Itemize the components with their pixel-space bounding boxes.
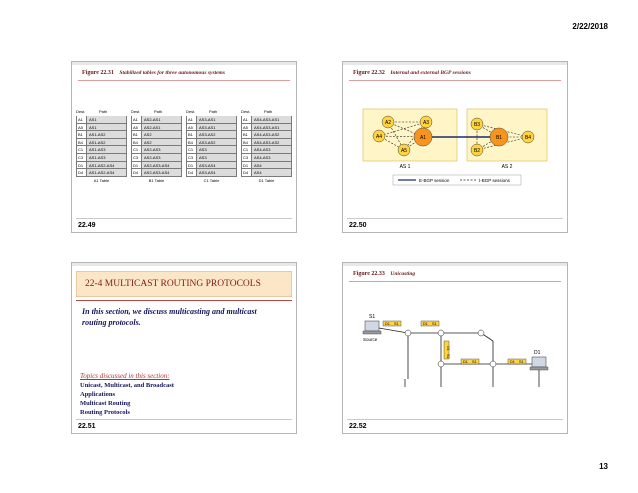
figure-description: Stabilized tables for three autonomous systems	[119, 70, 225, 76]
title-rule	[78, 80, 290, 81]
path-cell: AS4	[252, 162, 291, 169]
node-b3-label: B3	[473, 122, 481, 128]
path-cell: AS2	[142, 139, 181, 146]
dest-cell: C3	[132, 154, 142, 161]
figure-description: Unicasting	[390, 271, 416, 277]
path-cell: AS2-AS1	[142, 116, 181, 123]
slide-top-bar	[72, 263, 296, 266]
table-row	[131, 146, 182, 154]
table-row	[241, 131, 292, 139]
packet-2-src: S1	[432, 322, 437, 326]
dest-cell: D1	[132, 162, 142, 169]
table-row	[186, 146, 237, 154]
table-row	[76, 169, 127, 177]
path-cell: AS2-AS3	[142, 154, 181, 161]
node-b4-label: B4	[524, 135, 532, 141]
slide-22-52	[342, 262, 568, 434]
dest-cell: B4	[77, 139, 87, 146]
path-cell: AS4	[252, 169, 291, 176]
path-cell: AS3-AS2	[197, 139, 236, 146]
table-caption: A1 Table	[93, 177, 110, 183]
topic-item: Unicast, Multicast, and Broadcast	[80, 382, 174, 389]
figure-number: Figure 22.31	[82, 70, 114, 76]
path-cell: AS4-AS3	[252, 154, 291, 161]
page-number: 13	[599, 462, 608, 471]
topics-heading: Topics discussed in this section:	[80, 372, 170, 380]
path-header: Path	[154, 109, 163, 114]
dest-cell: B1	[187, 131, 197, 138]
table-row	[241, 162, 292, 170]
packet-2-dest: D1	[423, 322, 428, 326]
table-row	[186, 139, 237, 147]
path-cell: AS1	[87, 116, 126, 123]
path-cell: AS4-AS3-AS2	[252, 139, 291, 146]
table-header	[186, 109, 237, 116]
table-row	[131, 124, 182, 132]
packet-3-src: S1	[446, 354, 450, 359]
figure-number: Figure 22.33	[353, 271, 385, 277]
packet-1-src: S1	[394, 322, 399, 326]
topic-item: Routing Protocols	[80, 409, 130, 416]
routing-table	[241, 109, 292, 184]
slide-number: 22.51	[78, 423, 96, 430]
table-row	[241, 169, 292, 177]
path-cell: AS4-AS3	[252, 146, 291, 153]
page-date: 2/22/2018	[572, 22, 608, 31]
source-computer-icon	[365, 321, 379, 331]
dest-cell: D4	[77, 169, 87, 176]
intro-text: In this section, we discuss multicasting and multicast routing protocols.	[82, 307, 257, 327]
table-row	[186, 162, 237, 170]
table-row	[131, 154, 182, 162]
path-cell: AS2-AS1	[142, 124, 181, 131]
dest-cell: A5	[77, 124, 87, 131]
table-row	[131, 162, 182, 170]
table-header	[131, 109, 182, 116]
router-icon	[438, 361, 444, 367]
section-rule	[76, 300, 292, 301]
table-row	[76, 124, 127, 132]
node-a1-label: A1	[419, 135, 427, 141]
dest-cell: A1	[77, 116, 87, 123]
dest-cell: D1	[187, 162, 197, 169]
source-computer-base	[363, 331, 381, 334]
table-row	[186, 131, 237, 139]
path-cell: AS1-AS2	[87, 139, 126, 146]
path-cell: AS3-AS4	[197, 162, 236, 169]
router-icon	[490, 361, 496, 367]
dest-computer-base	[530, 367, 548, 370]
table-header	[241, 109, 292, 116]
slide-22-51	[71, 262, 297, 434]
topic-item: Multicast Routing	[80, 400, 131, 407]
source-caption: Source	[363, 337, 378, 342]
router-icon	[438, 330, 444, 336]
dest-header: Dest.	[241, 109, 251, 114]
source-label: S1	[369, 314, 376, 320]
table-row	[186, 154, 237, 162]
section-title: 22-4 MULTICAST ROUTING PROTOCOLS	[85, 279, 261, 289]
packet-4-dest: D1	[463, 360, 468, 364]
table-row	[131, 139, 182, 147]
dest-cell: C1	[77, 146, 87, 153]
bgp-diagram	[343, 62, 569, 234]
routing-tables	[76, 109, 294, 189]
path-cell: AS1-AS2-AS4	[87, 162, 126, 169]
node-b2-label: B2	[473, 148, 481, 154]
table-caption: C1 Table	[203, 177, 220, 183]
dest-header: Dest.	[186, 109, 196, 114]
path-cell: AS1-AS2-AS4	[87, 169, 126, 176]
table-row	[241, 116, 292, 124]
dest-cell: C1	[187, 146, 197, 153]
section-title-box	[76, 271, 292, 297]
dest-cell: D4	[132, 169, 142, 176]
dest-cell: C1	[132, 146, 142, 153]
node-a5-label: A5	[400, 148, 408, 154]
path-cell: AS2	[142, 131, 181, 138]
dest-cell: D4	[242, 169, 252, 176]
node-a3-label: A3	[422, 120, 430, 126]
path-header: Path	[264, 109, 273, 114]
path-cell: AS3	[197, 146, 236, 153]
node-a4-label: A4	[375, 134, 383, 140]
dest-label: D1	[534, 350, 541, 356]
path-cell: AS3	[197, 154, 236, 161]
table-row	[76, 139, 127, 147]
table-row	[186, 116, 237, 124]
path-cell: AS2-AS3-AS4	[142, 162, 181, 169]
slide-22-50	[342, 61, 568, 233]
packet-3-dest: D1	[446, 346, 450, 351]
path-cell: AS4-AS3-AS2	[252, 131, 291, 138]
table-row	[76, 116, 127, 124]
unicast-diagram	[343, 263, 569, 435]
table-row	[76, 131, 127, 139]
table-caption: B1 Table	[148, 177, 165, 183]
dest-cell: C1	[242, 146, 252, 153]
dest-header: Dest.	[76, 109, 86, 114]
packet-1-dest: D1	[385, 322, 390, 326]
figure-description: Internal and external BGP sessions	[390, 70, 471, 76]
dest-header: Dest.	[131, 109, 141, 114]
bottom-rule	[347, 218, 563, 219]
path-cell: AS4-AS3-AS1	[252, 116, 291, 123]
slide-number: 22.50	[349, 222, 367, 229]
path-header: Path	[209, 109, 218, 114]
legend-ebgp-label: E-BGP session	[419, 178, 450, 183]
packet-5-src: S1	[519, 360, 524, 364]
dest-cell: A1	[242, 116, 252, 123]
table-row	[76, 146, 127, 154]
bottom-rule	[347, 419, 563, 420]
path-cell: AS1-AS3	[87, 146, 126, 153]
table-row	[131, 131, 182, 139]
table-row	[241, 124, 292, 132]
dest-cell: A5	[242, 124, 252, 131]
dest-cell: B4	[187, 139, 197, 146]
table-row	[76, 154, 127, 162]
dest-cell: B1	[242, 131, 252, 138]
slide-number: 22.49	[78, 222, 96, 229]
as1-label: AS 1	[399, 164, 411, 170]
path-cell: AS1-AS2	[87, 131, 126, 138]
path-cell: AS2-AS3-AS4	[142, 169, 181, 176]
packet-4-src: S1	[472, 360, 477, 364]
node-a2-label: A2	[384, 120, 392, 126]
dest-cell: C3	[187, 154, 197, 161]
routing-table	[76, 109, 127, 184]
packet-5-dest: D1	[510, 360, 515, 364]
bottom-rule	[76, 218, 292, 219]
table-row	[241, 139, 292, 147]
topics-list	[80, 381, 174, 417]
path-cell: AS3-AS4	[197, 169, 236, 176]
path-cell: AS1	[87, 124, 126, 131]
dest-cell: B4	[242, 139, 252, 146]
slide-22-49	[71, 61, 297, 233]
router-icon	[478, 330, 484, 336]
path-cell: AS3-AS1	[197, 124, 236, 131]
path-cell: AS3-AS1	[197, 116, 236, 123]
dest-cell: A5	[132, 124, 142, 131]
dest-computer-icon	[532, 357, 546, 367]
node-b1-label: B1	[495, 135, 503, 141]
table-row	[186, 169, 237, 177]
as2-label: AS 2	[501, 164, 513, 170]
dest-cell: B4	[132, 139, 142, 146]
path-cell: AS2-AS3	[142, 146, 181, 153]
table-row	[131, 116, 182, 124]
legend-ibgp-label: I-BGP sessions	[479, 178, 510, 183]
table-row	[241, 154, 292, 162]
figure-title	[82, 70, 225, 76]
table-header	[76, 109, 127, 116]
dest-cell: D4	[187, 169, 197, 176]
table-row	[76, 162, 127, 170]
path-cell: AS3-AS2	[197, 131, 236, 138]
dest-cell: D1	[242, 162, 252, 169]
dest-cell: A1	[132, 116, 142, 123]
slide-number: 22.52	[349, 423, 367, 430]
dest-cell: C3	[242, 154, 252, 161]
path-cell: AS4-AS3-AS1	[252, 124, 291, 131]
router-icon	[405, 330, 411, 336]
routing-table	[131, 109, 182, 184]
table-row	[241, 146, 292, 154]
figure-number: Figure 22.32	[353, 70, 385, 76]
routing-table	[186, 109, 237, 184]
dest-cell: B1	[132, 131, 142, 138]
slide-top-bar	[72, 62, 296, 65]
dest-cell: A1	[187, 116, 197, 123]
table-caption: D1 Table	[258, 177, 275, 183]
dest-cell: A5	[187, 124, 197, 131]
dest-cell: D1	[77, 162, 87, 169]
table-row	[186, 124, 237, 132]
bottom-rule	[76, 419, 292, 420]
dest-cell: B1	[77, 131, 87, 138]
path-cell: AS1-AS3	[87, 154, 126, 161]
path-header: Path	[99, 109, 108, 114]
topic-item: Applications	[80, 391, 116, 398]
table-row	[131, 169, 182, 177]
dest-cell: C3	[77, 154, 87, 161]
